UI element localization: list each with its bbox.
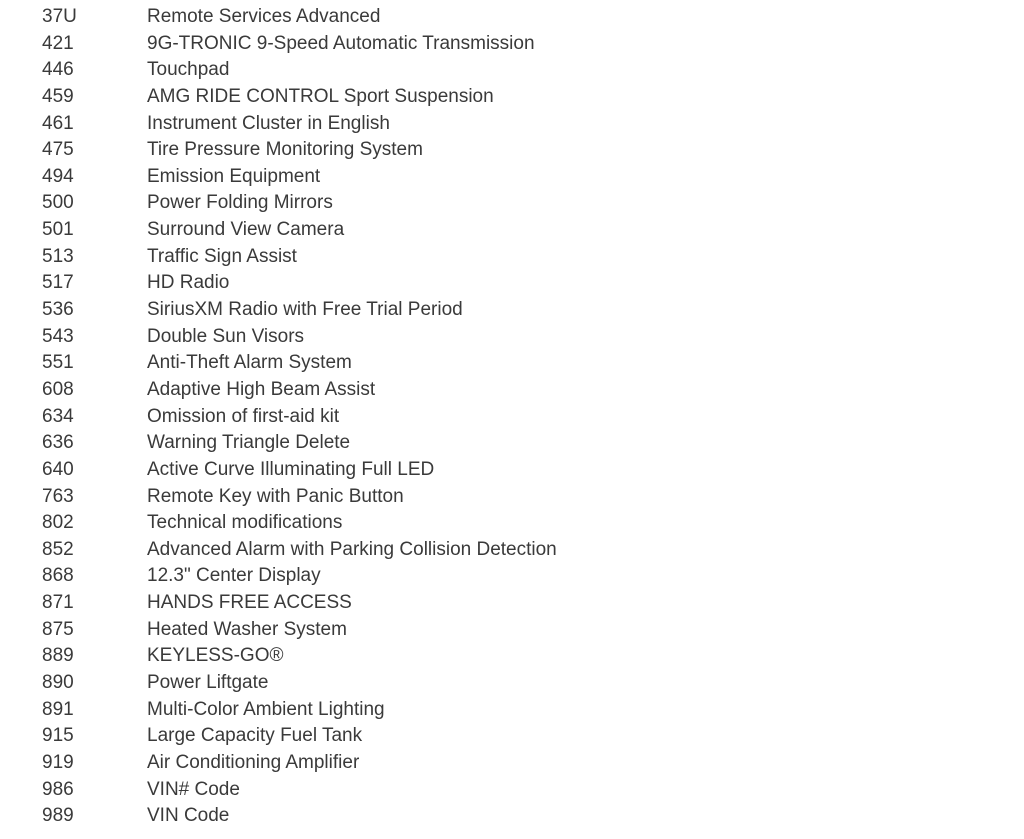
option-code: 543 [42,325,74,347]
option-code: 459 [42,85,74,107]
option-code: 475 [42,139,74,161]
option-code: 500 [42,192,74,214]
list-item [0,510,1024,537]
list-item [0,777,1024,804]
option-code: 986 [42,778,74,800]
list-item [0,111,1024,138]
option-description: KEYLESS-GO® [147,645,284,667]
option-description: Emission Equipment [147,165,321,187]
option-code: 640 [42,458,74,480]
option-code: 875 [42,618,74,640]
option-description: Touchpad [147,59,230,81]
option-code: 871 [42,592,74,614]
option-description: AMG RIDE CONTROL Sport Suspension [147,85,494,107]
list-item [0,803,1024,830]
option-description: Adaptive High Beam Assist [147,378,376,400]
option-description: Power Folding Mirrors [147,192,333,214]
option-code: 536 [42,299,74,321]
option-description: Remote Services Advanced [147,6,381,27]
list-item [0,430,1024,457]
option-code: 608 [42,378,74,400]
list-item [0,137,1024,164]
option-description: VIN Code [147,805,230,827]
option-code: 891 [42,698,74,720]
option-code: 890 [42,672,74,694]
option-description: Multi-Color Ambient Lighting [147,698,385,720]
option-code: 513 [42,245,74,267]
option-description: HANDS FREE ACCESS [147,592,352,614]
list-item [0,57,1024,84]
option-code: 989 [42,805,74,827]
list-item [0,563,1024,590]
list-item [0,457,1024,484]
list-item [0,697,1024,724]
option-code: 636 [42,432,74,454]
list-item [0,244,1024,271]
option-description: Heated Washer System [147,618,347,640]
list-item [0,350,1024,377]
option-code: 446 [42,59,74,81]
option-code: 915 [42,725,74,747]
list-item [0,4,1024,31]
option-code: 421 [42,32,74,54]
list-item [0,164,1024,191]
option-description: Active Curve Illuminating Full LED [147,458,435,480]
option-code: 919 [42,751,74,773]
option-description: Power Liftgate [147,672,269,694]
option-code: 634 [42,405,74,427]
list-item [0,31,1024,58]
option-description: Tire Pressure Monitoring System [147,139,423,161]
option-code: 852 [42,538,74,560]
list-item [0,297,1024,324]
option-description: Instrument Cluster in English [147,112,390,134]
list-item [0,643,1024,670]
list-item [0,324,1024,351]
option-description: HD Radio [147,272,230,294]
option-description: Double Sun Visors [147,325,305,347]
option-code-list [0,4,1024,830]
list-item [0,377,1024,404]
list-item [0,750,1024,777]
list-item [0,537,1024,564]
option-description: Technical modifications [147,512,343,534]
option-code: 802 [42,512,74,534]
list-item [0,723,1024,750]
list-item [0,404,1024,431]
list-item [0,217,1024,244]
option-description: Omission of first-aid kit [147,405,340,427]
option-description: Large Capacity Fuel Tank [147,725,363,747]
option-description: Traffic Sign Assist [147,245,297,267]
option-code: 763 [42,485,74,507]
option-description: Warning Triangle Delete [147,432,351,454]
option-description: 9G-TRONIC 9-Speed Automatic Transmission [147,32,535,54]
option-description: SiriusXM Radio with Free Trial Period [147,299,463,321]
option-code: 889 [42,645,74,667]
option-code: 517 [42,272,74,294]
option-code: 461 [42,112,74,134]
option-description: Anti-Theft Alarm System [147,352,352,374]
option-code: 37U [42,6,77,27]
list-item [0,617,1024,644]
list-item [0,670,1024,697]
option-description: Advanced Alarm with Parking Collision Detection [147,538,557,560]
list-item [0,190,1024,217]
option-description: Air Conditioning Amplifier [147,751,360,773]
list-item [0,84,1024,111]
option-code: 501 [42,219,74,241]
option-description: Surround View Camera [147,219,345,241]
option-description: 12.3" Center Display [147,565,321,587]
option-description: VIN# Code [147,778,240,800]
option-code: 868 [42,565,74,587]
option-description: Remote Key with Panic Button [147,485,404,507]
option-code: 551 [42,352,74,374]
list-item [0,270,1024,297]
option-code: 494 [42,165,74,187]
list-item [0,484,1024,511]
list-item [0,590,1024,617]
